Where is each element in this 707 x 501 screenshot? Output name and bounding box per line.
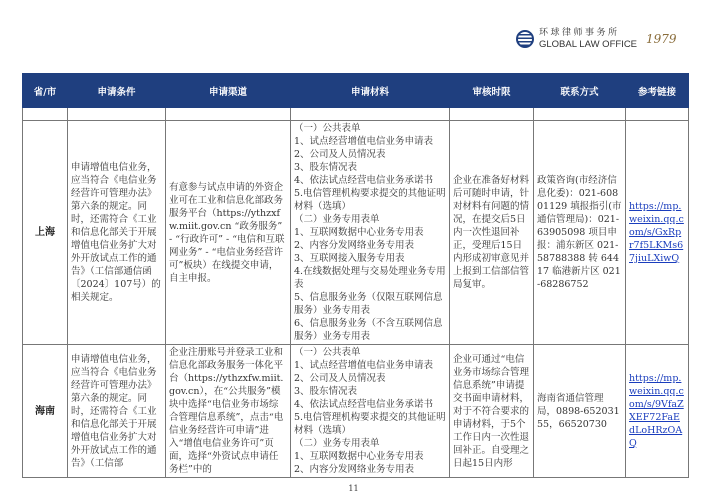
header-materials: 申请材料 xyxy=(291,74,450,108)
material-item: 5、信息服务业务（仅限互联网信息服务）业务专用表 xyxy=(294,292,443,316)
header-channel: 申请渠道 xyxy=(166,74,291,108)
province-cell: 上海 xyxy=(23,121,68,345)
reference-link[interactable]: https://mp.weixin.qq.com/s/9VfaZXEF72FaEdLoHRzOAQ xyxy=(629,373,684,449)
material-item: 2、公司及人员情况表 xyxy=(294,373,386,384)
page-number: 11 xyxy=(348,484,359,493)
header-contact: 联系方式 xyxy=(534,74,626,108)
material-item: 1、互联网数据中心业务专用表 xyxy=(294,227,424,238)
material-item: 2、公司及人员情况表 xyxy=(294,149,386,160)
material-item: 1、试点经营增值电信业务申请表 xyxy=(294,136,434,147)
header-province: 省/市 xyxy=(23,74,68,108)
header-link: 参考链接 xyxy=(626,74,689,108)
table-row xyxy=(23,121,689,345)
spacer-row xyxy=(23,108,689,121)
table-row xyxy=(23,345,689,478)
material-item: 4.在线数据处理与交易处理业务专用表 xyxy=(294,266,446,290)
material-item: 3、股东情况表 xyxy=(294,162,358,173)
link-cell xyxy=(626,121,689,345)
material-item: （二）业务专用表单 xyxy=(294,214,380,225)
reference-link[interactable]: https://mp.weixin.qq.com/s/GxRpr7f5LKMs67jiuLXiwQ xyxy=(629,201,684,264)
channel-cell: 有意参与试点申请的外资企业可在工业和信息化部政务服务平台（https://ythzxfw.miit.gov.cn “政务服务” - “行政许可” - “电信和互联网业务” - “电信业务经营许可”板块）在线提交申请，自主申报。 xyxy=(166,121,291,345)
logo-cn: 环球律师事务所 xyxy=(539,28,620,38)
material-item: 1、互联网数据中心业务专用表 xyxy=(294,451,424,462)
material-item: 4、依法试点经营电信业务承诺书 xyxy=(294,399,434,410)
logo-year: 1979 xyxy=(646,32,677,46)
logo-en: GLOBAL LAW OFFICE xyxy=(539,39,638,50)
material-item: 2、内容分发网络业务专用表 xyxy=(294,464,415,475)
contact-cell: 政策咨询(市经济信息化委)：021-60801129 填报指引(市通信管理局)：021-63905098 项目申报：浦东新区 021-58788388 转 64417 临港新片区 021-68286752 xyxy=(534,121,626,345)
material-item: （一）公共表单 xyxy=(294,347,361,358)
material-item: 3、互联网接入服务专用表 xyxy=(294,253,405,264)
timeline-cell: 企业在准备好材料后可随时申请，针对材料有问题的情况，在提交后5日内一次性退回补正，受理后15日内形成初审意见并上报到工信部信管局复审。 xyxy=(450,121,534,345)
law-firm-logo xyxy=(516,28,677,50)
channel-cell: 企业注册账号并登录工业和信息化部政务服务一体化平台（https://ythzxfw.miit.gov.cn），在“公共服务”模块中选择“电信业务市场综合管理信息系统”，点击“电信业务经营许可申请”进入“增值电信业务许可”页面，选择“外资试点申请任务栏”中的 xyxy=(166,345,291,478)
material-item: 1、试点经营增值电信业务申请表 xyxy=(294,360,434,371)
condition-cell: 申请增值电信业务，应当符合《电信业务经营许可管理办法》第六条的规定。同时，还需符合《工业和信息化部关于开展增值电信业务扩大对外开放试点工作的通告》（工信部 xyxy=(68,345,166,478)
material-item: 3、股东情况表 xyxy=(294,386,358,397)
material-item: （一）公共表单 xyxy=(294,123,361,134)
header-condition: 申请条件 xyxy=(68,74,166,108)
material-item: 2、内容分发网络业务专用表 xyxy=(294,240,415,251)
globe-icon xyxy=(516,30,534,48)
materials-cell xyxy=(291,345,450,478)
application-table xyxy=(22,73,689,478)
material-item: （二）业务专用表单 xyxy=(294,438,380,449)
timeline-cell: 企业可通过“电信业务市场综合管理信息系统”申请提交书面申请材料，对于不符合要求的申请材料，于5个工作日内一次性退回补正。自受理之日起15日内形 xyxy=(450,345,534,478)
link-cell xyxy=(626,345,689,478)
province-cell: 海南 xyxy=(23,345,68,478)
materials-cell xyxy=(291,121,450,345)
condition-cell: 申请增值电信业务，应当符合《电信业务经营许可管理办法》第六条的规定。同时，还需符合《工业和信息化部关于开展增值电信业务扩大对外开放试点工作的通告》（工信部通信函〔2024〕107号）的相关规定。 xyxy=(68,121,166,345)
material-item: 5.电信管理机构要求提交的其他证明材料（选填） xyxy=(294,188,446,212)
material-item: 4、依法试点经营电信业务承诺书 xyxy=(294,175,434,186)
contact-cell: 海南省通信管理局，0898-65203155，66520730 xyxy=(534,345,626,478)
material-item: 6、信息服务业务（不含互联网信息服务）业务专用表 xyxy=(294,318,443,342)
header-timeline: 审核时限 xyxy=(450,74,534,108)
material-item: 5.电信管理机构要求提交的其他证明材料（选填） xyxy=(294,412,446,436)
